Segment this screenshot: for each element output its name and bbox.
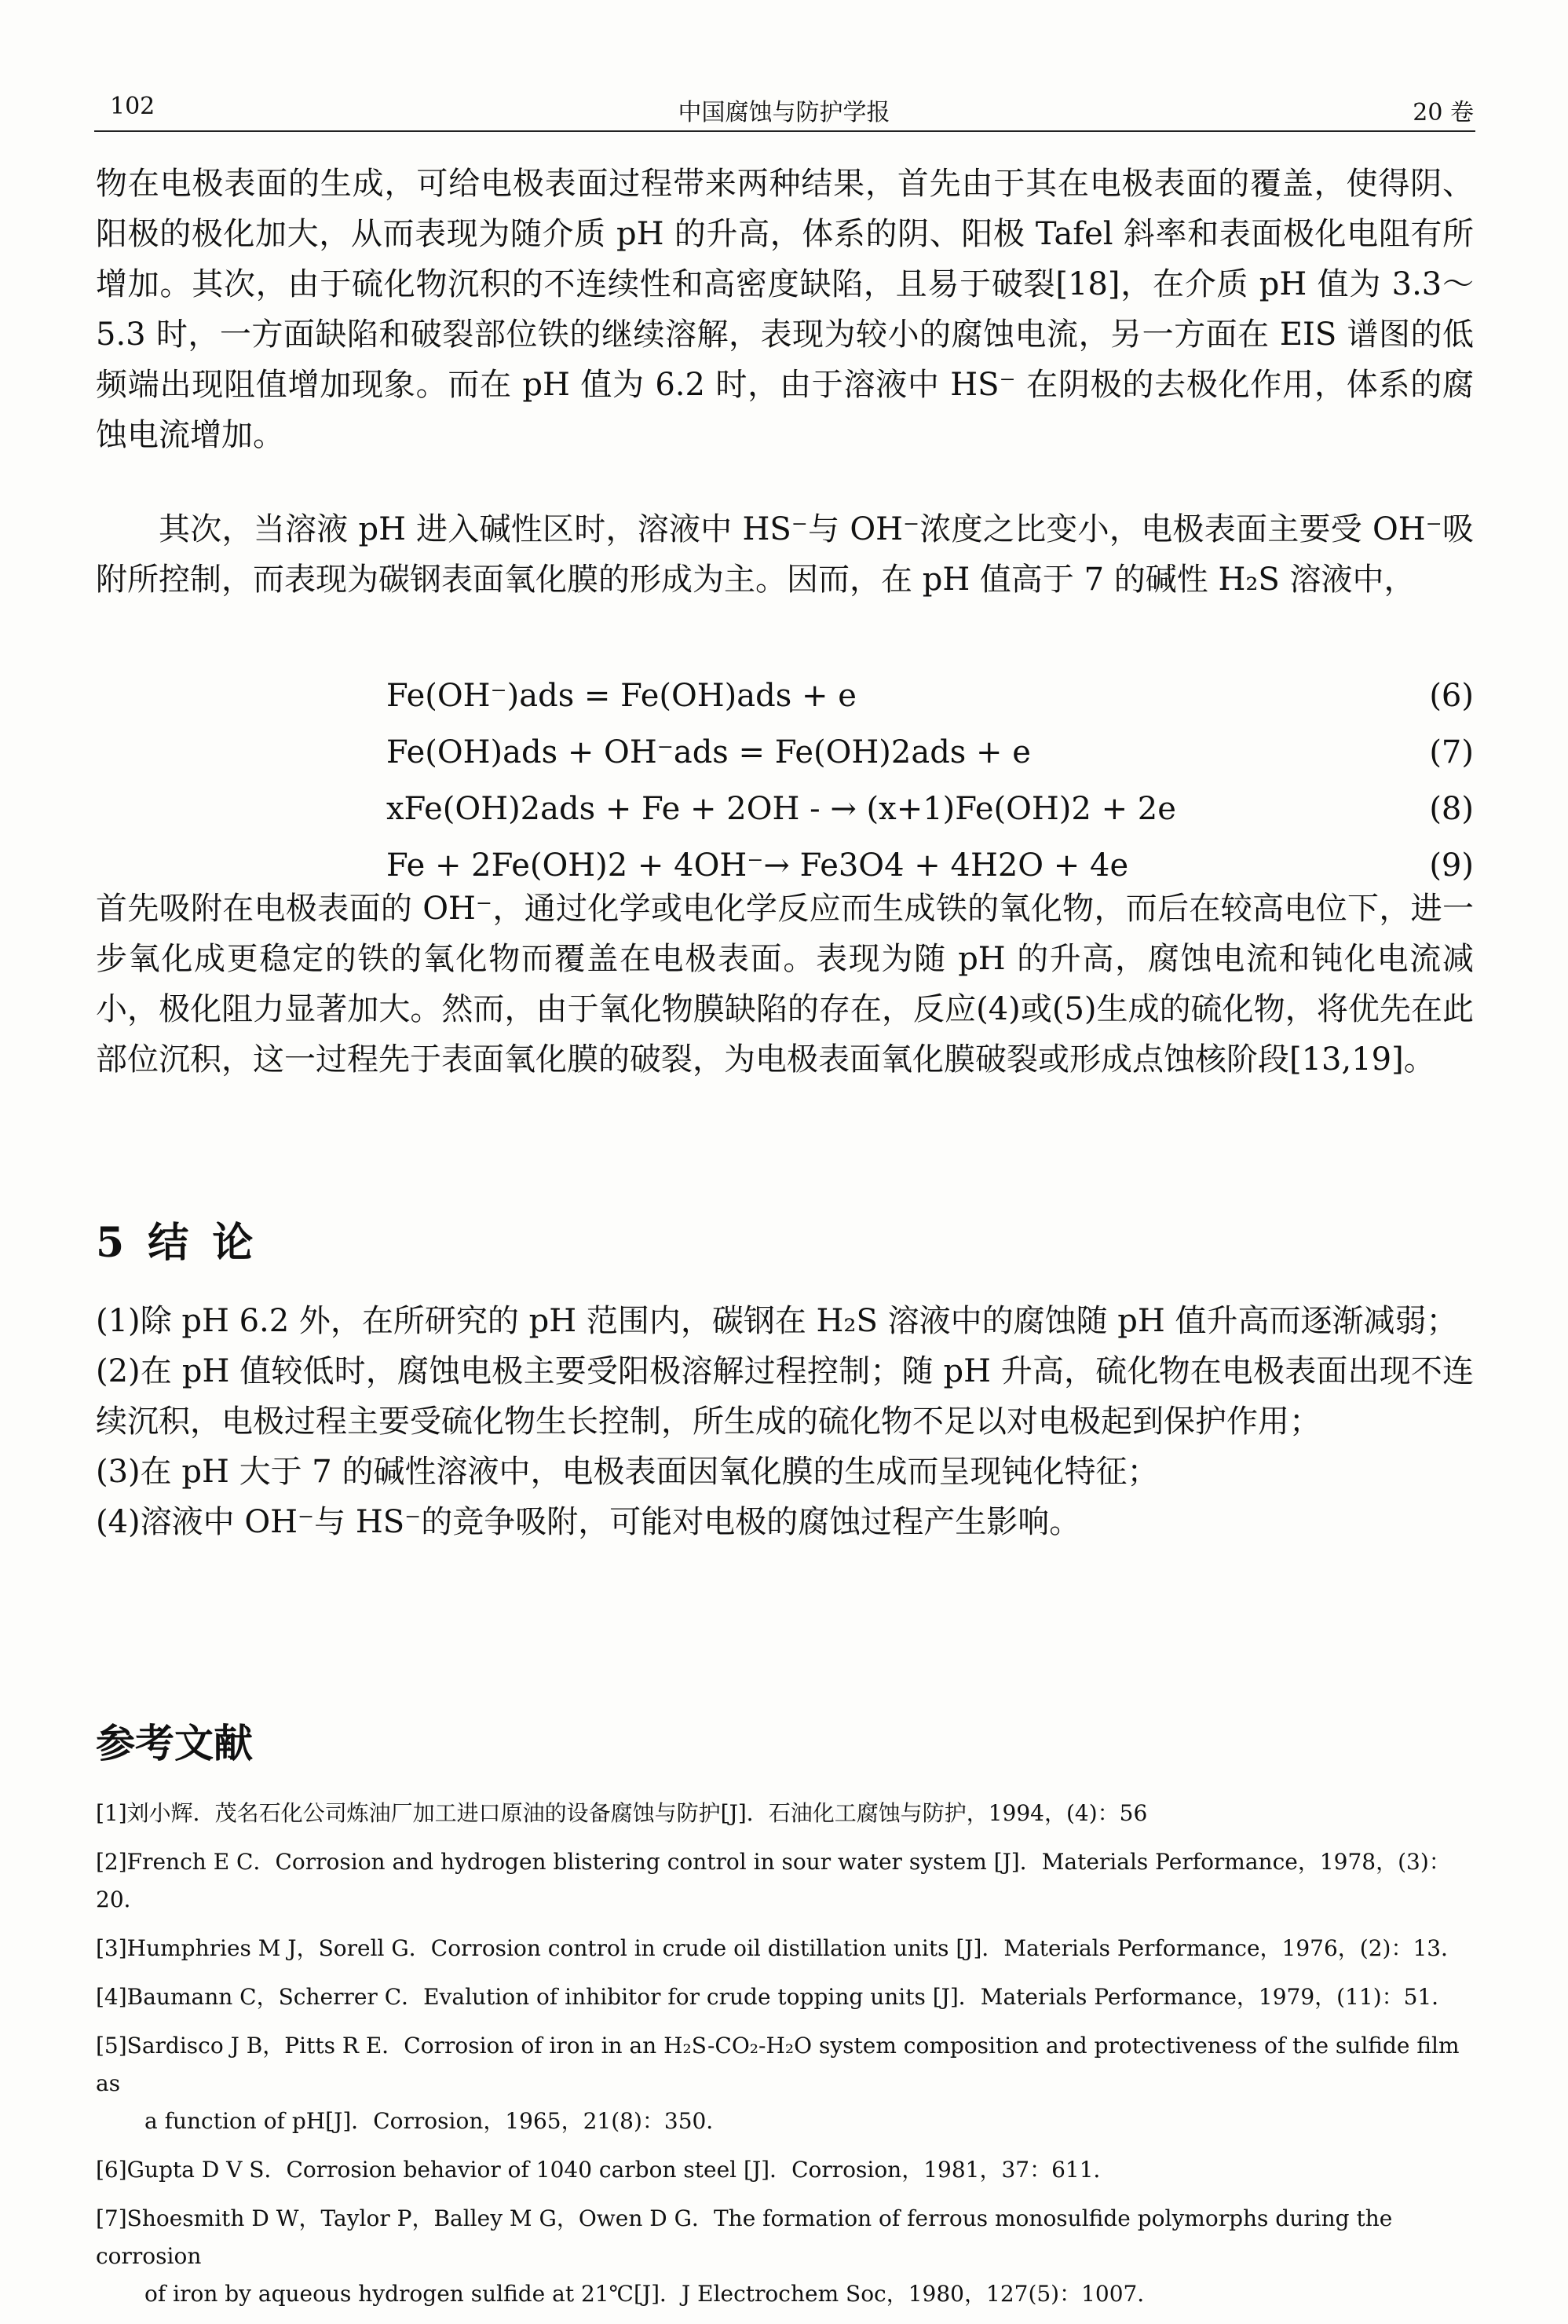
conclusion-item: (4)溶液中 OH⁻与 HS⁻的竞争吸附，可能对电极的腐蚀过程产生影响。 [96,1504,1081,1540]
reference-line: [3]Humphries M J，Sorell G．Corrosion control in crude oil distillation units [J]．Materials Performance，1976，(2)：13． [96,1935,1464,1961]
conclusion-list [96,1296,1474,1547]
reference-line-continued: of iron by aqueous hydrogen sulfide at 21℃[J]．J Electrochem Soc，1980，127(5)：1007． [144,2281,1160,2307]
reference-item [96,2027,1474,2140]
equation-number: (6) [1429,678,1474,714]
reference-item [96,1930,1474,1967]
paragraph-1 [96,159,1474,460]
equation-block [386,668,1474,894]
reference-item [96,2151,1474,2189]
reference-line: [5]Sardisco J B，Pitts R E．Corrosion of iron in an H₂S-CO₂-H₂O system composition and protectiveness of the sulfide film as [96,2033,1460,2096]
reference-item [96,1843,1474,1919]
equation-number: (9) [1429,847,1474,884]
reference-line: [2]French E C．Corrosion and hydrogen blistering control in sour water system [J]．Materials Performance，1978，(3)：20． [96,1849,1451,1912]
equation-text: Fe(OH)ads + OH⁻ads = Fe(OH)2ads + e [386,734,1031,770]
paragraph-2 [96,504,1474,605]
reference-line: [6]Gupta D V S．Corrosion behavior of 1040 carbon steel [J]．Corrosion，1981，37：611． [96,2157,1116,2183]
equation-number: (7) [1429,734,1474,770]
reference-line: [4]Baumann C，Scherrer C．Evalution of inhibitor for crude topping units [J]．Materials Performance，1979，(11)：51． [96,1984,1454,2010]
reference-line-continued: a function of pH[J]．Corrosion，1965，21(8)：350． [144,2108,729,2134]
reference-line: [7]Shoesmith D W，Taylor P，Balley M G，Owen D G．The formation of ferrous monosulfide polymorphs during the corrosion [96,2205,1393,2269]
reference-line: [1]刘小辉．茂名石化公司炼油厂加工进口原油的设备腐蚀与防护[J]．石油化工腐蚀与防护，1994，(4)：56 [96,1800,1148,1826]
conclusion-item: (2)在 pH 值较低时，腐蚀电极主要受阳极溶解过程控制；随 pH 升高，硫化物在电极表面出现不连续沉积，电极过程主要受硫化物生长控制，所生成的硫化物不足以对电极起到保护作用； [96,1353,1474,1440]
conclusion-item: (1)除 pH 6.2 外，在所研究的 pH 范围内，碳钢在 H₂S 溶液中的腐蚀随 pH 值升高而逐渐减弱； [96,1303,1458,1339]
conclusion-item: (3)在 pH 大于 7 的碱性溶液中，电极表面因氧化膜的生成而呈现钝化特征； [96,1454,1159,1490]
header-rule [94,130,1475,132]
paragraph-2-text: 其次，当溶液 pH 进入碱性区时，溶液中 HS⁻与 OH⁻浓度之比变小，电极表面主要受 OH⁻吸附所控制，而表现为碳钢表面氧化膜的形成为主。因而，在 pH 值高于 7 的碱性 H₂S 溶液中， [96,511,1474,598]
page-number: 102 [110,93,155,120]
journal-title: 中国腐蚀与防护学报 [678,99,890,126]
volume-label: 20 卷 [1413,99,1474,126]
paragraph-3 [96,884,1474,1085]
paragraph-1-text: 物在电极表面的生成，可给电极表面过程带来两种结果，首先由于其在电极表面的覆盖，使得阴、阳极的极化加大，从而表现为随介质 pH 的升高，体系的阴、阳极 Tafel 斜率和表面极化电阻有所增加。其次，由于硫化物沉积的不连续性和高密度缺陷，且易于破裂[18]，在介质 pH 值为 3.3～5.3 时，一方面缺陷和破裂部位铁的继续溶解，表现为较小的腐蚀电流，另一方面在 EIS 谱图的低频端出现阻值增加现象。而在 pH 值为 6.2 时，由于溶液中 HS⁻ 在阴极的去极化作用，体系的腐蚀电流增加。 [96,166,1474,453]
paragraph-3-text: 首先吸附在电极表面的 OH⁻，通过化学或电化学反应而生成铁的氧化物，而后在较高电位下，进一步氧化成更稳定的铁的氧化物而覆盖在电极表面。表现为随 pH 的升高，腐蚀电流和钝化电流减小，极化阻力显著加大。然而，由于氧化物膜缺陷的存在，反应(4)或(5)生成的硫化物，将优先在此部位沉积，这一过程先于表面氧化膜的破裂，为电极表面氧化膜破裂或形成点蚀核阶段[13,19]。 [96,891,1474,1078]
equation-text: xFe(OH)2ads + Fe + 2OH - → (x+1)Fe(OH)2 + 2e [386,791,1176,827]
equation-text: Fe + 2Fe(OH)2 + 4OH⁻→ Fe3O4 + 4H2O + 4e [386,847,1129,884]
reference-list [96,1795,1474,2324]
reference-item [96,1978,1474,2016]
reference-item [96,2200,1474,2313]
section-heading-conclusion: 5 结 论 [96,1219,258,1267]
equation-7 [386,724,1474,781]
reference-item [96,1795,1474,1832]
equation-number: (8) [1429,791,1474,827]
references-heading: 参考文献 [96,1720,253,1766]
equation-6 [386,668,1474,724]
equation-8 [386,781,1474,837]
equation-text: Fe(OH⁻)ads = Fe(OH)ads + e [386,678,857,714]
